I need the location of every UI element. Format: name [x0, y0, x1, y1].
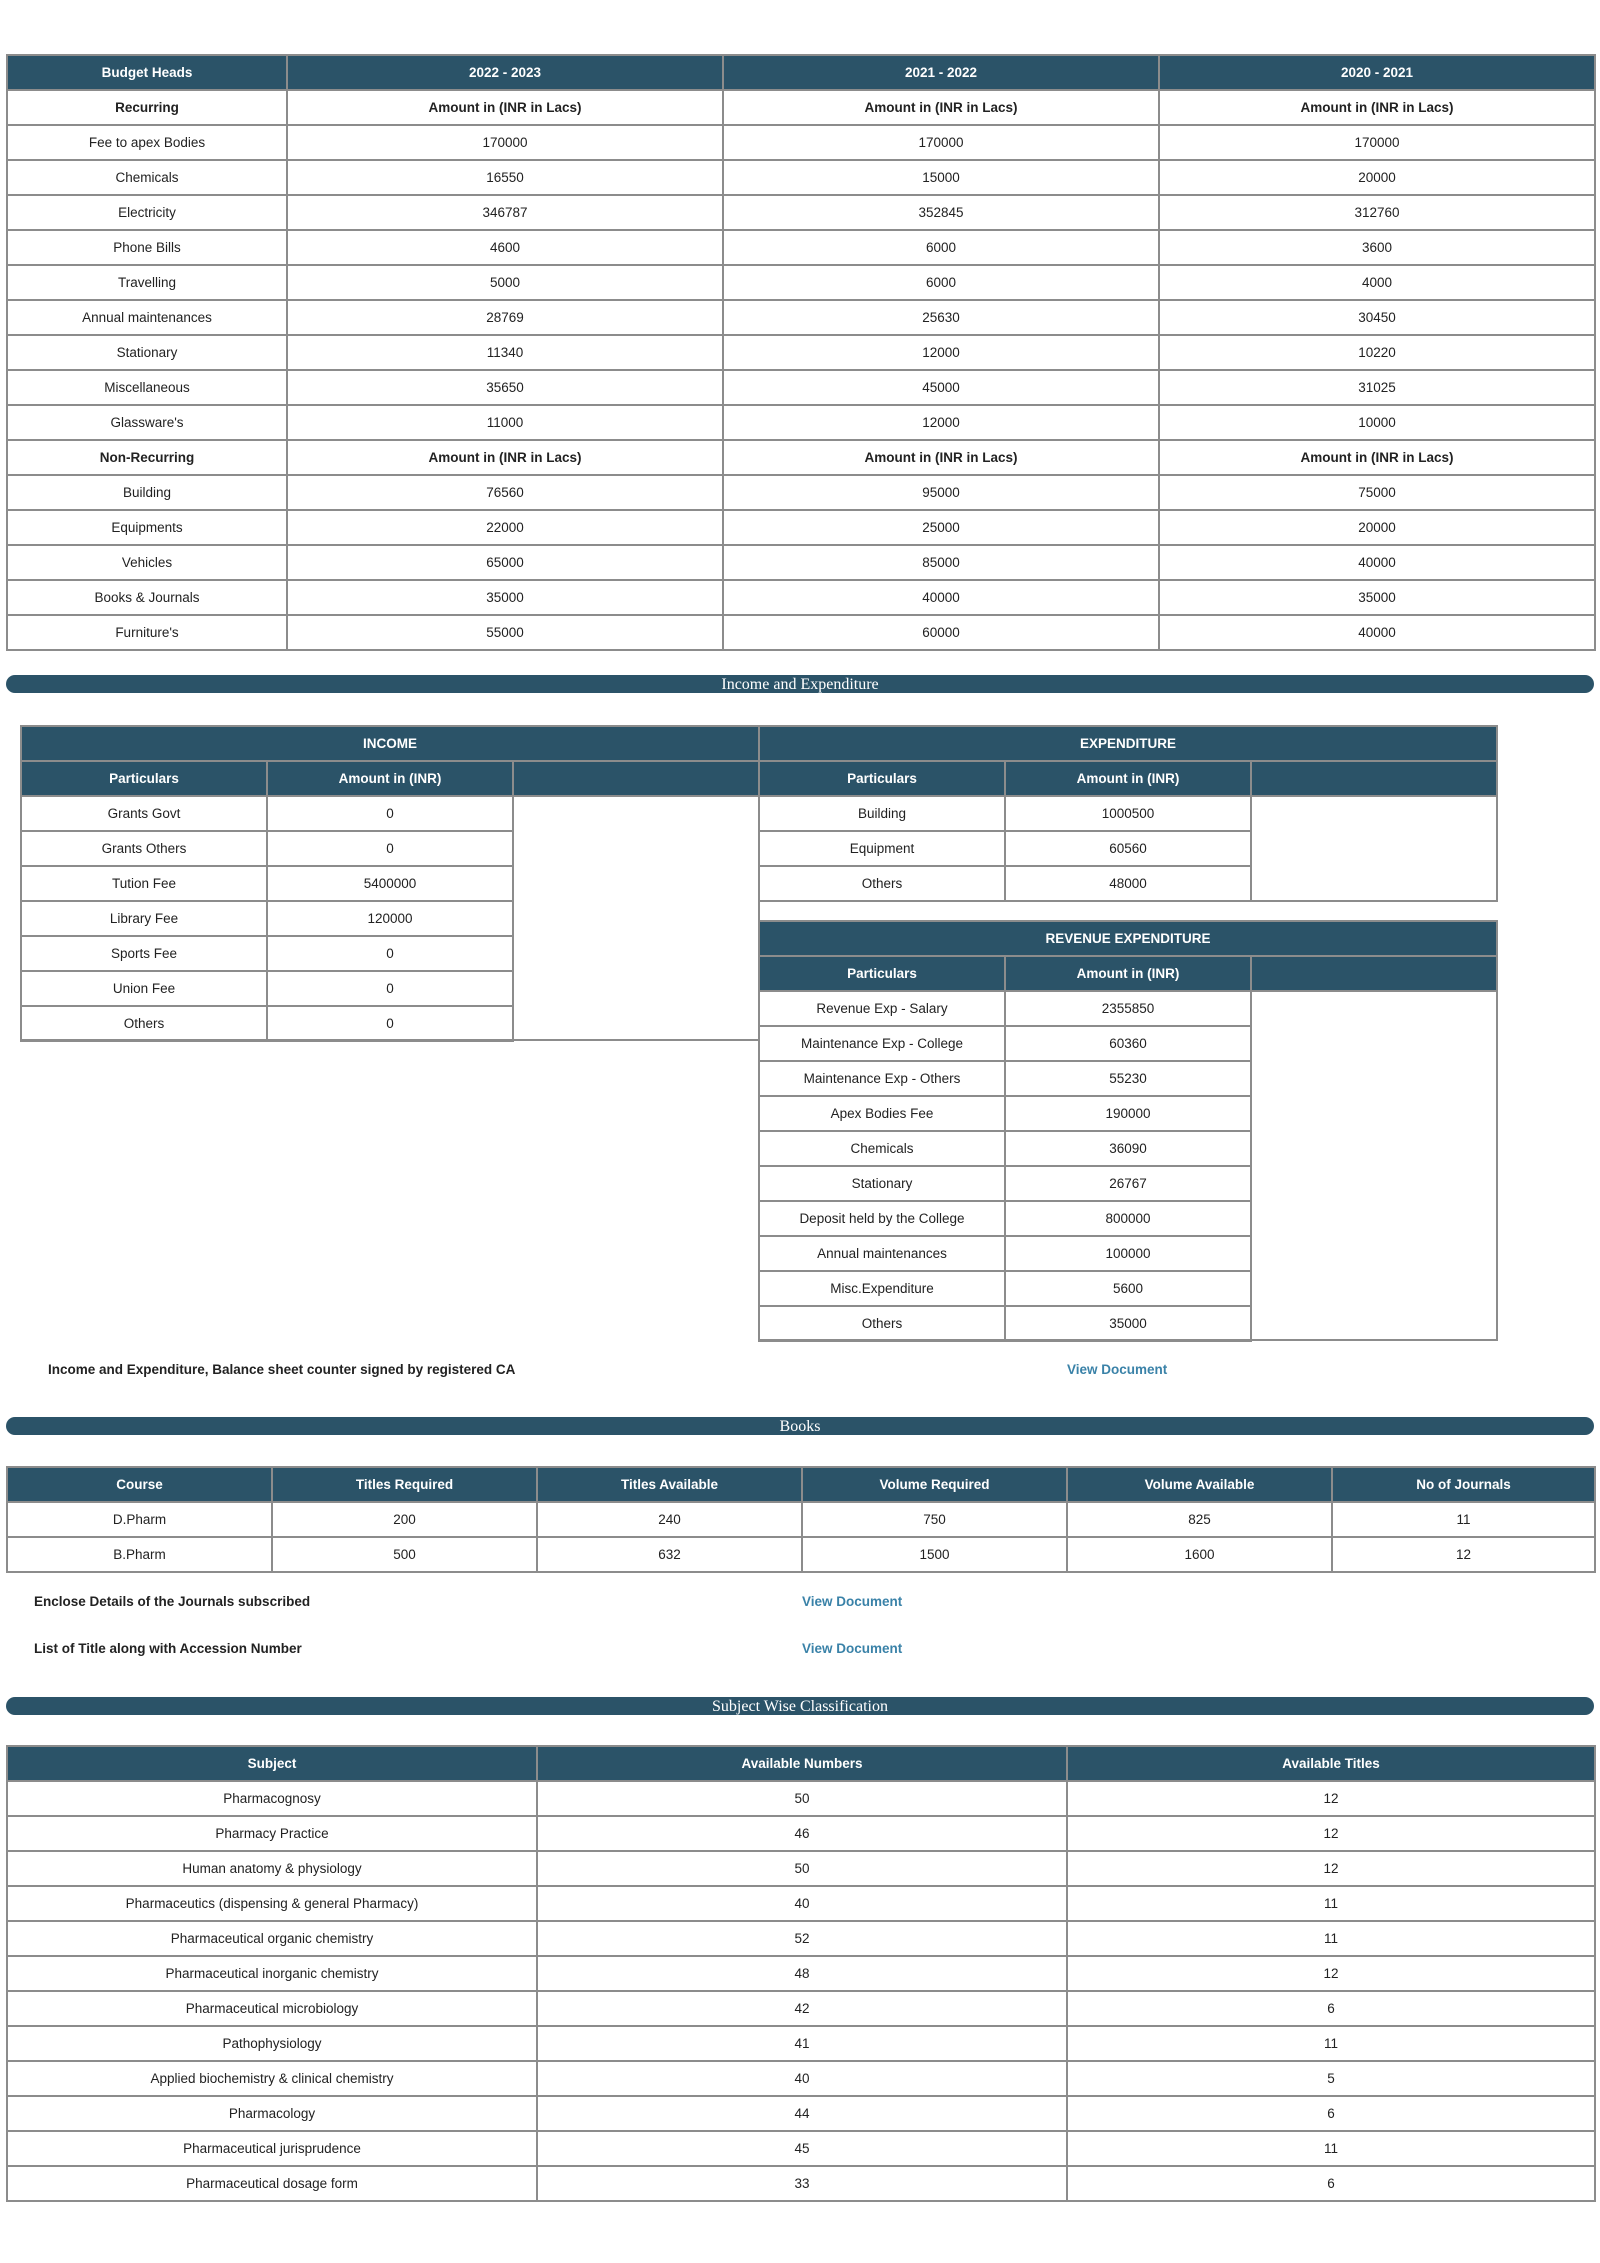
income-row — [21, 866, 759, 901]
budget-row-cell: 3600 — [1159, 230, 1595, 265]
budget-header-cell: 2021 - 2022 — [723, 55, 1159, 90]
revenue-row-blank — [1251, 1096, 1497, 1131]
income-row-cell: Tution Fee — [21, 866, 267, 901]
budget-section-non-recurring-amount-label: Amount in (INR in Lacs) — [287, 440, 723, 475]
subject-row-cell: Applied biochemistry & clinical chemistry — [7, 2061, 537, 2096]
budget-row-cell: 28769 — [287, 300, 723, 335]
subject-row-cell: 6 — [1067, 2096, 1595, 2131]
titles-note: List of Title along with Accession Number — [34, 1641, 302, 1656]
subject-row-cell: 6 — [1067, 1991, 1595, 2026]
revenue-row-cell: 36090 — [1005, 1131, 1251, 1166]
budget-row — [7, 615, 1595, 650]
revenue-title: REVENUE EXPENDITURE — [759, 921, 1497, 956]
income-row — [21, 1006, 759, 1041]
subject-row-cell: Pharmaceutical organic chemistry — [7, 1921, 537, 1956]
budget-row-cell: 4000 — [1159, 265, 1595, 300]
subject-body — [7, 1781, 1595, 2201]
budget-row-cell: 10000 — [1159, 405, 1595, 440]
revenue-row-blank — [1251, 1131, 1497, 1166]
budget-row-cell: 76560 — [287, 475, 723, 510]
subject-row-cell: Pharmacy Practice — [7, 1816, 537, 1851]
budget-row-cell: 4600 — [287, 230, 723, 265]
books-row-cell: 750 — [802, 1502, 1067, 1537]
revenue-row-cell: 5600 — [1005, 1271, 1251, 1306]
expenditure-row — [759, 866, 1497, 901]
subject-row-cell: Pharmacognosy — [7, 1781, 537, 1816]
books-header-cell: Volume Available — [1067, 1467, 1332, 1502]
budget-row-cell: 25000 — [723, 510, 1159, 545]
books-row-cell: 1500 — [802, 1537, 1067, 1572]
budget-row — [7, 475, 1595, 510]
expenditure-title-row — [759, 726, 1497, 761]
budget-row-cell: 40000 — [723, 580, 1159, 615]
books-header-cell: Titles Available — [537, 1467, 802, 1502]
budget-row-cell: 55000 — [287, 615, 723, 650]
budget-row-cell: Books & Journals — [7, 580, 287, 615]
budget-section-recurring-amount-label: Amount in (INR in Lacs) — [723, 90, 1159, 125]
income-row-blank — [513, 1006, 759, 1041]
income-row-cell: 0 — [267, 936, 513, 971]
budget-row-cell: Chemicals — [7, 160, 287, 195]
budget-row-cell: Travelling — [7, 265, 287, 300]
budget-row — [7, 160, 1595, 195]
subject-row — [7, 1921, 1595, 1956]
subject-row — [7, 2061, 1595, 2096]
books-row-cell: 12 — [1332, 1537, 1595, 1572]
income-col-row — [21, 761, 759, 796]
budget-row-cell: 6000 — [723, 230, 1159, 265]
subject-row-cell: 12 — [1067, 1956, 1595, 1991]
budget-row-cell: 6000 — [723, 265, 1159, 300]
budget-row-cell: 352845 — [723, 195, 1159, 230]
revenue-row-cell: 800000 — [1005, 1201, 1251, 1236]
subject-row-cell: 44 — [537, 2096, 1067, 2131]
subject-row — [7, 1956, 1595, 1991]
budget-body — [7, 90, 1595, 650]
subject-row-cell: 11 — [1067, 2131, 1595, 2166]
subject-row-cell: 11 — [1067, 2026, 1595, 2061]
budget-row-cell: 35650 — [287, 370, 723, 405]
expenditure-row — [759, 796, 1497, 831]
revenue-row — [759, 1271, 1497, 1306]
budget-row — [7, 230, 1595, 265]
income-row-cell: Grants Others — [21, 831, 267, 866]
subject-row-cell: Pharmaceutical jurisprudence — [7, 2131, 537, 2166]
subject-classification-banner: Subject Wise Classification — [6, 1697, 1594, 1715]
books-row-cell: 632 — [537, 1537, 802, 1572]
income-row — [21, 831, 759, 866]
subject-header-cell: Available Titles — [1067, 1746, 1595, 1781]
revenue-row-cell: 2355850 — [1005, 991, 1251, 1026]
books-body — [7, 1502, 1595, 1572]
revenue-row-cell: 26767 — [1005, 1166, 1251, 1201]
books-header-cell: Titles Required — [272, 1467, 537, 1502]
subject-row — [7, 1781, 1595, 1816]
budget-row-cell: 11340 — [287, 335, 723, 370]
subject-row-cell: Pharmaceutical dosage form — [7, 2166, 537, 2201]
budget-row-cell: 170000 — [723, 125, 1159, 160]
revenue-row-cell: Maintenance Exp - College — [759, 1026, 1005, 1061]
income-row-cell: Library Fee — [21, 901, 267, 936]
books-row-cell: 200 — [272, 1502, 537, 1537]
income-row-cell: 5400000 — [267, 866, 513, 901]
budget-row-cell: 170000 — [287, 125, 723, 160]
budget-row — [7, 125, 1595, 160]
income-row-blank — [513, 901, 759, 936]
ca-note: Income and Expenditure, Balance sheet counter signed by registered CA — [48, 1362, 516, 1377]
income-row — [21, 796, 759, 831]
income-col-amount: Amount in (INR) — [267, 761, 513, 796]
budget-row-cell: 20000 — [1159, 510, 1595, 545]
budget-row-cell: Furniture's — [7, 615, 287, 650]
income-title: INCOME — [21, 726, 759, 761]
expenditure-body — [759, 796, 1497, 901]
budget-row-cell: 65000 — [287, 545, 723, 580]
income-title-row — [21, 726, 759, 761]
income-row-cell: 0 — [267, 831, 513, 866]
expenditure-row-cell: 48000 — [1005, 866, 1251, 901]
subject-row — [7, 2166, 1595, 2201]
books-row-cell: D.Pharm — [7, 1502, 272, 1537]
subject-row-cell: 33 — [537, 2166, 1067, 2201]
income-row-cell: Others — [21, 1006, 267, 1041]
income-row-cell: Sports Fee — [21, 936, 267, 971]
income-col-blank — [513, 761, 759, 796]
budget-row-cell: 95000 — [723, 475, 1159, 510]
income-row-cell: 120000 — [267, 901, 513, 936]
expenditure-table — [758, 725, 1498, 902]
budget-row-cell: 20000 — [1159, 160, 1595, 195]
budget-row-cell: Vehicles — [7, 545, 287, 580]
subject-row-cell: 52 — [537, 1921, 1067, 1956]
books-header-cell: Volume Required — [802, 1467, 1067, 1502]
budget-row-cell: Miscellaneous — [7, 370, 287, 405]
subject-row-cell: Pathophysiology — [7, 2026, 537, 2061]
budget-row-cell: 30450 — [1159, 300, 1595, 335]
budget-row — [7, 335, 1595, 370]
revenue-col-row — [759, 956, 1497, 991]
budget-row — [7, 545, 1595, 580]
subject-row — [7, 2131, 1595, 2166]
budget-row-cell: Equipments — [7, 510, 287, 545]
subject-row-cell: 50 — [537, 1781, 1067, 1816]
subject-header-row — [7, 1746, 1595, 1781]
journals-note: Enclose Details of the Journals subscribed — [34, 1594, 311, 1609]
revenue-row-cell: Stationary — [759, 1166, 1005, 1201]
expenditure-col-row — [759, 761, 1497, 796]
income-row-cell: Union Fee — [21, 971, 267, 1006]
budget-row — [7, 265, 1595, 300]
income-row-blank — [513, 831, 759, 866]
budget-header-cell: Budget Heads — [7, 55, 287, 90]
subject-row — [7, 1816, 1595, 1851]
budget-row-cell: 312760 — [1159, 195, 1595, 230]
books-row-cell: 500 — [272, 1537, 537, 1572]
revenue-row-cell: Deposit held by the College — [759, 1201, 1005, 1236]
budget-row-cell: 346787 — [287, 195, 723, 230]
revenue-row — [759, 1131, 1497, 1166]
income-row-cell: Grants Govt — [21, 796, 267, 831]
subject-row-cell: Pharmaceutical inorganic chemistry — [7, 1956, 537, 1991]
subject-row-cell: Pharmaceutical microbiology — [7, 1991, 537, 2026]
revenue-row-blank — [1251, 1061, 1497, 1096]
subject-row-cell: Pharmacology — [7, 2096, 537, 2131]
budget-row-cell: 12000 — [723, 405, 1159, 440]
expenditure-row-cell: 60560 — [1005, 831, 1251, 866]
budget-row-cell: Annual maintenances — [7, 300, 287, 335]
budget-row-cell: 60000 — [723, 615, 1159, 650]
budget-section-non-recurring-label: Non-Recurring — [7, 440, 287, 475]
books-row-cell: 240 — [537, 1502, 802, 1537]
revenue-row-cell: 35000 — [1005, 1306, 1251, 1341]
income-row-blank — [513, 936, 759, 971]
revenue-row-cell: Revenue Exp - Salary — [759, 991, 1005, 1026]
subject-row-cell: 5 — [1067, 2061, 1595, 2096]
revenue-row-cell: Misc.Expenditure — [759, 1271, 1005, 1306]
subject-row — [7, 2026, 1595, 2061]
budget-section-non-recurring-amount-label: Amount in (INR in Lacs) — [1159, 440, 1595, 475]
income-table — [20, 725, 760, 1042]
books-row-cell: 1600 — [1067, 1537, 1332, 1572]
budget-row-cell: 31025 — [1159, 370, 1595, 405]
revenue-row-blank — [1251, 1201, 1497, 1236]
income-row — [21, 936, 759, 971]
books-header-cell: Course — [7, 1467, 272, 1502]
budget-row-cell: 12000 — [723, 335, 1159, 370]
budget-row-cell: 170000 — [1159, 125, 1595, 160]
revenue-row-blank — [1251, 1236, 1497, 1271]
budget-header-cell: 2020 - 2021 — [1159, 55, 1595, 90]
expenditure-row-blank — [1251, 831, 1497, 866]
books-row-cell: 11 — [1332, 1502, 1595, 1537]
budget-header-row — [7, 55, 1595, 90]
budget-row-cell: Fee to apex Bodies — [7, 125, 287, 160]
budget-row-cell: 45000 — [723, 370, 1159, 405]
expenditure-col-amount: Amount in (INR) — [1005, 761, 1251, 796]
subject-row-cell: 11 — [1067, 1886, 1595, 1921]
budget-section-non-recurring — [7, 440, 1595, 475]
budget-row-cell: 40000 — [1159, 545, 1595, 580]
budget-row-cell: Stationary — [7, 335, 287, 370]
subject-table — [6, 1745, 1596, 2202]
budget-table — [6, 54, 1596, 651]
expenditure-row-cell: Building — [759, 796, 1005, 831]
budget-row-cell: 16550 — [287, 160, 723, 195]
budget-row-cell: 25630 — [723, 300, 1159, 335]
revenue-row — [759, 1201, 1497, 1236]
expenditure-col-blank — [1251, 761, 1497, 796]
budget-row-cell: 11000 — [287, 405, 723, 440]
revenue-row-cell: Apex Bodies Fee — [759, 1096, 1005, 1131]
revenue-row-cell: 100000 — [1005, 1236, 1251, 1271]
subject-header-cell: Available Numbers — [537, 1746, 1067, 1781]
expenditure-row-blank — [1251, 796, 1497, 831]
revenue-row-cell: Annual maintenances — [759, 1236, 1005, 1271]
revenue-row-cell: 190000 — [1005, 1096, 1251, 1131]
budget-row-cell: 40000 — [1159, 615, 1595, 650]
revenue-row — [759, 1096, 1497, 1131]
income-row-cell: 0 — [267, 971, 513, 1006]
budget-section-recurring-amount-label: Amount in (INR in Lacs) — [287, 90, 723, 125]
revenue-col-blank — [1251, 956, 1497, 991]
income-row-blank — [513, 971, 759, 1006]
budget-header-cell: 2022 - 2023 — [287, 55, 723, 90]
income-expenditure-banner: Income and Expenditure — [6, 675, 1594, 693]
revenue-title-row — [759, 921, 1497, 956]
subject-row-cell: 42 — [537, 1991, 1067, 2026]
revenue-expenditure-table — [758, 920, 1498, 1342]
budget-row-cell: Building — [7, 475, 287, 510]
books-row-cell: 825 — [1067, 1502, 1332, 1537]
revenue-row — [759, 1026, 1497, 1061]
subject-row-cell: 50 — [537, 1851, 1067, 1886]
revenue-row — [759, 1236, 1497, 1271]
budget-row-cell: 35000 — [1159, 580, 1595, 615]
expenditure-row-cell: 1000500 — [1005, 796, 1251, 831]
books-banner: Books — [6, 1417, 1594, 1435]
budget-section-non-recurring-amount-label: Amount in (INR in Lacs) — [723, 440, 1159, 475]
ca-view-document-link[interactable]: View Document — [1067, 1362, 1168, 1377]
budget-section-recurring — [7, 90, 1595, 125]
revenue-row-blank — [1251, 1271, 1497, 1306]
books-table — [6, 1466, 1596, 1573]
budget-row-cell: Electricity — [7, 195, 287, 230]
income-row-cell: 0 — [267, 1006, 513, 1041]
journals-view-document-link[interactable]: View Document — [802, 1594, 903, 1609]
subject-row-cell: 12 — [1067, 1816, 1595, 1851]
budget-row-cell: 5000 — [287, 265, 723, 300]
expenditure-row — [759, 831, 1497, 866]
revenue-row-cell: 60360 — [1005, 1026, 1251, 1061]
subject-row-cell: 11 — [1067, 1921, 1595, 1956]
revenue-row-blank — [1251, 1306, 1497, 1341]
budget-row — [7, 300, 1595, 335]
revenue-col-amount: Amount in (INR) — [1005, 956, 1251, 991]
expenditure-row-cell: Others — [759, 866, 1005, 901]
revenue-row-blank — [1251, 1026, 1497, 1061]
budget-row-cell: 15000 — [723, 160, 1159, 195]
revenue-row-blank — [1251, 991, 1497, 1026]
income-row-blank — [513, 866, 759, 901]
budget-row-cell: Phone Bills — [7, 230, 287, 265]
revenue-row-blank — [1251, 1166, 1497, 1201]
books-row-cell: B.Pharm — [7, 1537, 272, 1572]
subject-row-cell: 46 — [537, 1816, 1067, 1851]
books-header-cell: No of Journals — [1332, 1467, 1595, 1502]
subject-header-cell: Subject — [7, 1746, 537, 1781]
subject-row-cell: 45 — [537, 2131, 1067, 2166]
subject-row — [7, 1851, 1595, 1886]
expenditure-col-particulars: Particulars — [759, 761, 1005, 796]
budget-row-cell: 22000 — [287, 510, 723, 545]
revenue-row — [759, 1306, 1497, 1341]
revenue-col-particulars: Particulars — [759, 956, 1005, 991]
budget-section-recurring-label: Recurring — [7, 90, 287, 125]
subject-row-cell: 40 — [537, 2061, 1067, 2096]
budget-row — [7, 580, 1595, 615]
revenue-row — [759, 1166, 1497, 1201]
books-row — [7, 1502, 1595, 1537]
revenue-row-cell: Others — [759, 1306, 1005, 1341]
revenue-row-cell: Chemicals — [759, 1131, 1005, 1166]
revenue-row — [759, 991, 1497, 1026]
subject-row-cell: Pharmaceutics (dispensing & general Pharmacy) — [7, 1886, 537, 1921]
budget-row — [7, 405, 1595, 440]
income-row — [21, 901, 759, 936]
subject-row-cell: 6 — [1067, 2166, 1595, 2201]
budget-row — [7, 195, 1595, 230]
subject-row-cell: Human anatomy & physiology — [7, 1851, 537, 1886]
budget-row-cell: 75000 — [1159, 475, 1595, 510]
budget-row-cell: 10220 — [1159, 335, 1595, 370]
budget-row — [7, 510, 1595, 545]
income-body — [21, 796, 759, 1041]
income-row — [21, 971, 759, 1006]
subject-row — [7, 1886, 1595, 1921]
expenditure-row-blank — [1251, 866, 1497, 901]
revenue-row — [759, 1061, 1497, 1096]
subject-row-cell: 12 — [1067, 1781, 1595, 1816]
revenue-row-cell: 55230 — [1005, 1061, 1251, 1096]
budget-row — [7, 370, 1595, 405]
revenue-expenditure-body — [759, 991, 1497, 1341]
books-row — [7, 1537, 1595, 1572]
subject-row-cell: 48 — [537, 1956, 1067, 1991]
revenue-row-cell: Maintenance Exp - Others — [759, 1061, 1005, 1096]
budget-row-cell: 85000 — [723, 545, 1159, 580]
subject-row-cell: 12 — [1067, 1851, 1595, 1886]
budget-row-cell: Glassware's — [7, 405, 287, 440]
income-col-particulars: Particulars — [21, 761, 267, 796]
books-header-row — [7, 1467, 1595, 1502]
expenditure-row-cell: Equipment — [759, 831, 1005, 866]
income-row-blank — [513, 796, 759, 831]
expenditure-title: EXPENDITURE — [759, 726, 1497, 761]
subject-row-cell: 40 — [537, 1886, 1067, 1921]
income-row-cell: 0 — [267, 796, 513, 831]
subject-row-cell: 41 — [537, 2026, 1067, 2061]
titles-view-document-link[interactable]: View Document — [802, 1641, 903, 1656]
subject-row — [7, 2096, 1595, 2131]
budget-row-cell: 35000 — [287, 580, 723, 615]
subject-row — [7, 1991, 1595, 2026]
budget-section-recurring-amount-label: Amount in (INR in Lacs) — [1159, 90, 1595, 125]
